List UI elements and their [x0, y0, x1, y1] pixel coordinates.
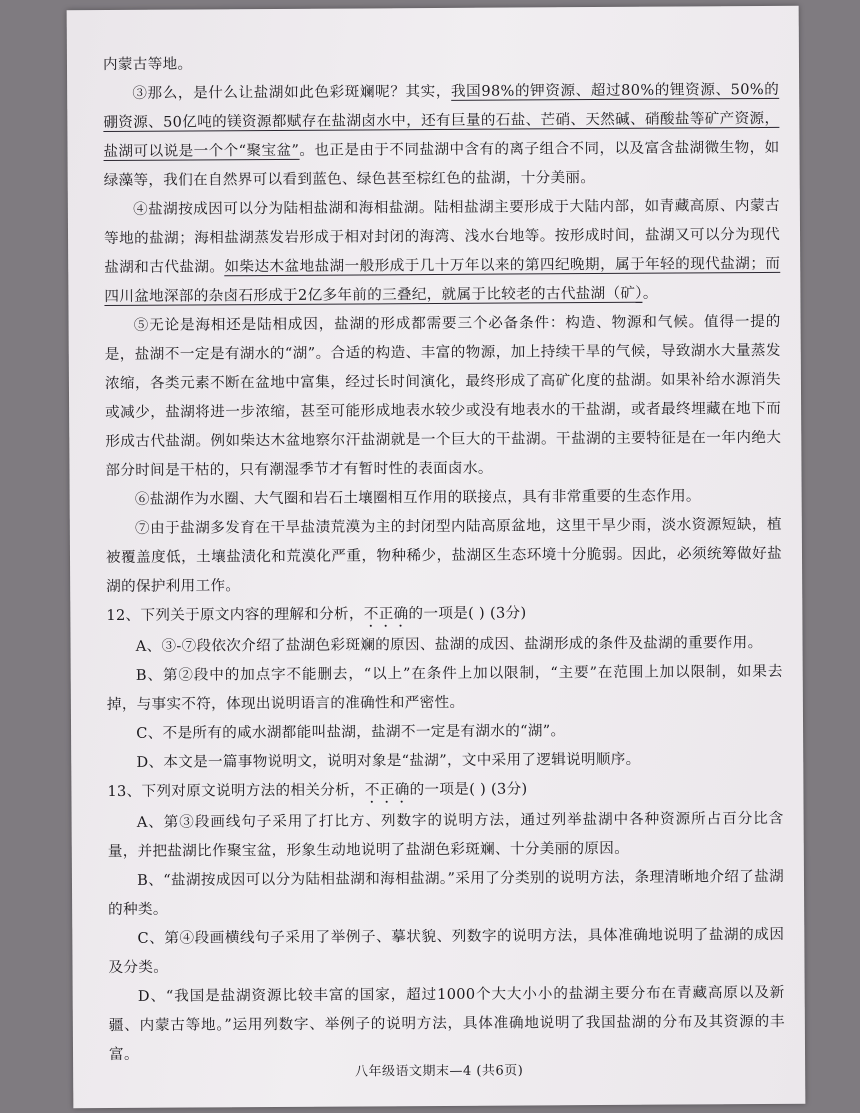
- question-13-option-d: D、“我国是盐湖资源比较丰富的国家，超过1000个大大小小的盐湖主要分布在青藏高原以及新疆、内蒙古等地。”运用列数字、举例子的说明方法，具体准确地说明了我国盐湖的分布及其资源的丰富。: [108, 983, 785, 1064]
- stem-text: 13、下列对原文说明方法的相关分析，: [107, 781, 365, 801]
- question-13-stem: [107, 773, 783, 808]
- stem-text: 12、下列关于原文内容的理解和分析，: [106, 605, 364, 625]
- text-span: 。也正是由于不同盐湖中含有的离子组合不同，以及富含盐湖微生物，如绿藻等，我们在自然界可以看到蓝色、绿色甚至棕红色的盐湖，十分美丽。: [103, 138, 780, 190]
- text-span: ④盐湖按成因可以分为陆相盐湖和海相盐湖。陆相盐湖主要形成于大陆内部，如青藏高原、内蒙古等地的盐湖；海相盐湖蒸发岩形成于相对封闭的海湾、浅水台地等。按形成时间，盐湖又可以分为现代盐湖和古代盐湖。: [103, 196, 781, 277]
- question-13-option-a: A、第③段画线句子采用了打比方、列数字的说明方法，通过列举盐湖中各种资源所占百分比含量，并把盐湖比作聚宝盆，形象生动地说明了盐湖色彩斑斓、十分美丽的原因。: [107, 809, 784, 861]
- emphasis-dots: 不正确: [364, 781, 410, 799]
- paragraph-3: [103, 75, 780, 195]
- page-content: [103, 46, 785, 1069]
- text-line: 内蒙古等地。: [102, 55, 193, 74]
- paragraph-6: ⑥盐湖作为水圈、大气圈和岩石土壤圈相互作用的联接点，具有非常重要的生态作用。: [134, 487, 701, 508]
- paragraph-7: ⑦由于盐湖多发育在干旱盐渍荒漠为主的封闭型内陆高原盆地，这里干旱少雨，淡水资源短缺，植被覆盖度低，土壤盐渍化和荒漠化严重，物种稀少，盐湖区生态环境十分脆弱。因此，必须统筹做好盐湖的保护利用工作。: [105, 515, 783, 596]
- underlined-sentence: 如柴达木盆地盐湖一般形成于几十万年以来的第四纪晚期，属于年轻的现代盐湖；而四川盆地深部的杂卤石形成于2亿多年前的三叠纪，就属于比较老的古代盐湖（矿）: [104, 254, 781, 306]
- question-12-stem: [106, 597, 782, 632]
- question-13-option-c: C、第④段画横线句子采用了举例子、摹状貌、列数字的说明方法，具体准确地说明了盐湖的成因及分类。: [108, 925, 785, 977]
- paragraph-2-end: [103, 46, 779, 79]
- question-12-option-d: D、本文是一篇事物说明文，说明对象是“盐湖”，文中采用了逻辑说明顺序。: [136, 750, 641, 771]
- exam-page: [67, 6, 806, 1108]
- stem-text: 的一项是( ) (3分): [408, 604, 527, 623]
- question-12-option-a: A、③-⑦段依次介绍了盐湖色彩斑斓的原因、盐湖的成因、盐湖形成的条件及盐湖的重要作用。: [135, 634, 763, 655]
- underlined-sentence: 我国98%的钾资源、超过80%的锂资源、50%的硼资源、50亿吨的镁资源都赋存在盐湖卤水中，还有巨量的石盐、芒硝、天然碱、硝酸盐等矿产资源，盐湖可以说是一个个“聚宝盆”: [103, 80, 780, 161]
- page-footer: 八年级语文期末—4 (共6页): [354, 1063, 524, 1080]
- text-span: 。: [642, 284, 658, 302]
- text-span: ③那么，是什么让盐湖如此色彩斑斓呢？其实，: [132, 82, 452, 102]
- question-12-option-b: B、第②段中的加点字不能删去，“以上”在条件上加以限制，“主要”在范围上加以限制，如果去掉，与事实不符，体现出说明语言的准确性和严密性。: [106, 662, 783, 714]
- stem-text: 的一项是( ) (3分): [409, 780, 528, 799]
- paragraph-5: ⑤无论是海相还是陆相成因，盐湖的形成都需要三个必备条件：构造、物源和气候。值得一提的是，盐湖不一定是有湖水的“湖”。合适的构造、丰富的物源，加上持续干旱的气候，导致湖水大量蒸发浓缩，各类元素不断在盆地中富集，经过长时间演化，最终形成了高矿化度的盐湖。如果补给水源消失或减少，盐湖将进一步浓缩，甚至可能形成地表水较少或没有地表水的干盐湖，或者最终埋藏在地下而形成古代盐湖。例如柴达木盆地察尔汗盐湖就是一个巨大的干盐湖。干盐湖的主要特征是在一年内绝大部分时间是干枯的，只有潮湿季节才有暂时性的表面卤水。: [104, 312, 782, 480]
- question-12-option-c: C、不是所有的咸水湖都能叫盐湖，盐湖不一定是有湖水的“湖”。: [136, 722, 566, 742]
- question-13-option-b: B、“盐湖按成因可以分为陆相盐湖和海相盐湖。”采用了分类别的说明方法，条理清晰地介绍了盐湖的种类。: [108, 867, 785, 919]
- paragraph-4: [104, 191, 781, 311]
- emphasis-dots: 不正确: [363, 605, 409, 623]
